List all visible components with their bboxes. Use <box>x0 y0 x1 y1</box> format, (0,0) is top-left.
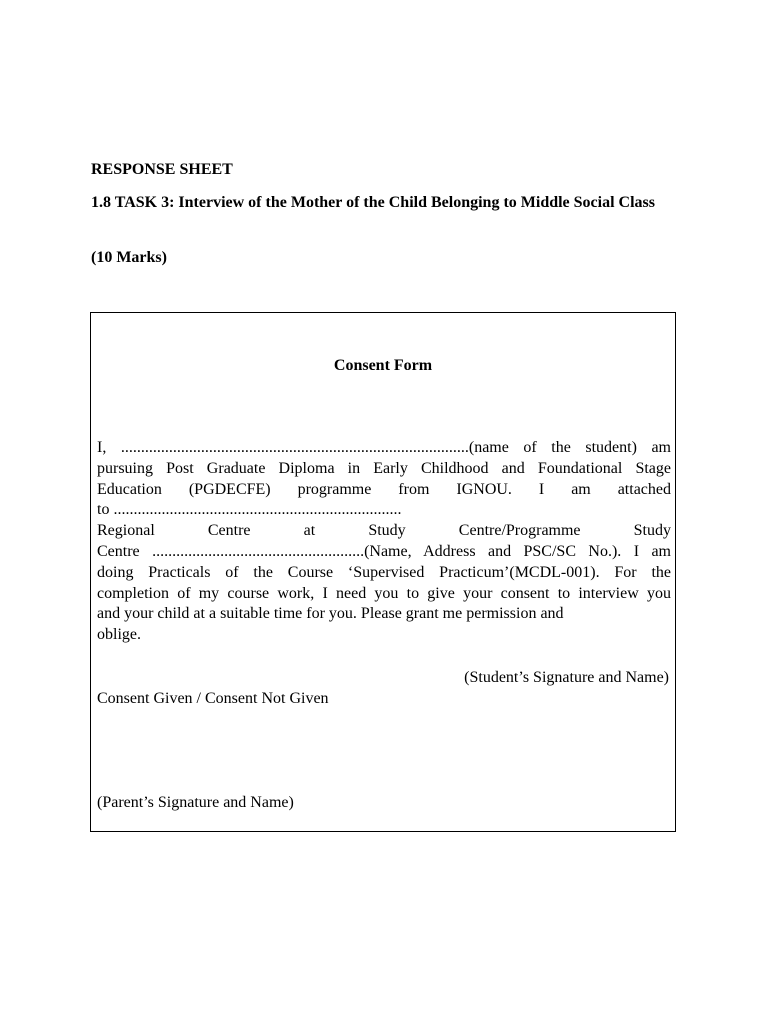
paragraph-line: pursuing Post Graduate Diploma in Early Childhood and Foundational Stage <box>97 459 671 477</box>
parent-signature-label: (Parent’s Signature and Name) <box>97 794 294 811</box>
paragraph-line: and your child at a suitable time for you. Please grant me permission and <box>97 605 564 623</box>
paragraph-line: I, .......................................................................................(name of the student) am <box>97 439 671 456</box>
consent-options-label: Consent Given / Consent Not Given <box>97 690 329 707</box>
response-sheet-heading: RESPONSE SHEET <box>91 161 233 178</box>
paragraph-line: completion of my course work, I need you to give your consent to interview you <box>97 584 671 602</box>
consent-form-paragraph <box>97 438 671 646</box>
marks-label: (10 Marks) <box>91 249 167 266</box>
task-title: 1.8 TASK 3: Interview of the Mother of the Child Belonging to Middle Social Class <box>91 194 655 211</box>
paragraph-line: Education (PGDECFE) programme from IGNOU. I am attached <box>97 480 671 498</box>
consent-form-box <box>90 312 676 832</box>
paragraph-line: oblige. <box>97 626 141 644</box>
paragraph-line: Regional Centre at Study Centre/Programme Study <box>97 522 671 540</box>
paragraph-line: doing Practicals of the Course ‘Supervised Practicum’(MCDL-001). For the <box>97 563 671 581</box>
paragraph-line: to ........................................................................ <box>97 501 402 519</box>
paragraph-line: Centre .....................................................(Name, Address and PSC/SC No.). I am <box>97 542 671 560</box>
consent-form-title: Consent Form <box>333 357 433 374</box>
student-signature-label: (Student’s Signature and Name) <box>464 669 669 686</box>
